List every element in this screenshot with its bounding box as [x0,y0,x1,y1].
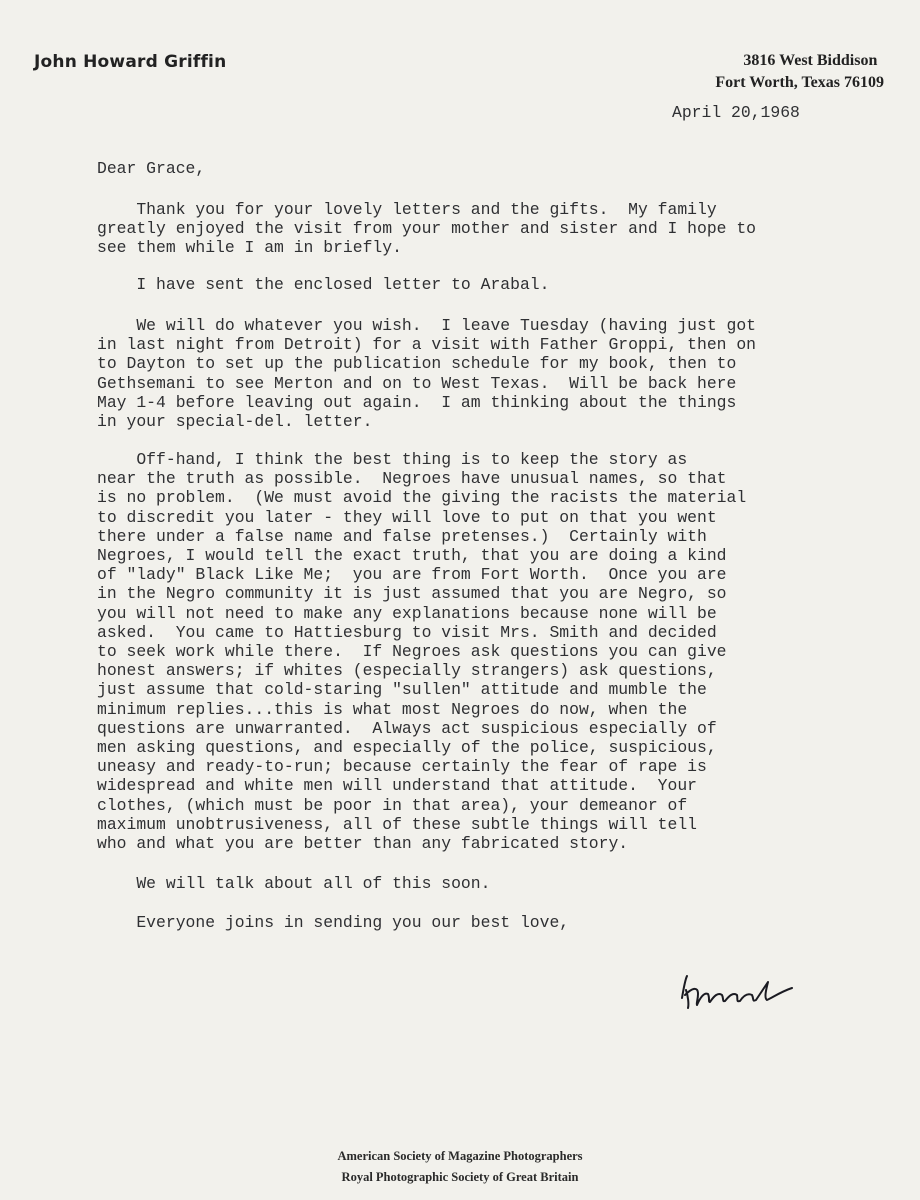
body-paragraph-talk-soon: We will talk about all of this soon. [97,874,491,893]
footer-affiliation-asmp: American Society of Magazine Photographers [337,1149,583,1163]
address-line-city: Fort Worth, Texas 76109 [715,74,884,91]
closing-line: Everyone joins in sending you our best love, [97,913,570,932]
address-line-street: 3816 West Biddison [743,52,878,69]
body-paragraph-enclosed: I have sent the enclosed letter to Arabal. [97,275,550,294]
handwritten-signature [672,968,802,1013]
sender-name: John Howard Griffin [34,52,227,72]
return-address [715,50,884,94]
body-paragraph-thanks: Thank you for your lovely letters and the gifts. My family greatly enjoyed the visit from your mother and sister and I hope to see them while I am in briefly. [97,200,757,258]
letter-date: April 20,1968 [672,103,800,122]
salutation: Dear Grace, [97,159,206,178]
body-paragraph-schedule: We will do whatever you wish. I leave Tuesday (having just got in last night from Detroit) for a visit with Father Groppi, then on to Dayton to set up the publication schedule for my book, then to Gethsemani to see Merton and on to West Texas. Will be back here May 1-4 before leaving out again. I am thinking about the things in your special-del. letter. [97,316,757,432]
footer-affiliation-rps: Royal Photographic Society of Great Britain [341,1170,579,1184]
body-paragraph-advice: Off-hand, I think the best thing is to keep the story as near the truth as possible. Negroes have unusual names, so that is no problem. (We must avoid the giving the racists the material to discredit you later - they will love to put on that you went there under a false name and false pretenses.) Certainly with Negroes, I would tell the exact truth, that you are doing a kind of "lady" Black Like Me; you are from Fort Worth. Once you are in the Negro community it is just assumed that you are Negro, so you will not need to make any explanations because none will be asked. You came to Hattiesburg to visit Mrs. Smith and decided to seek work while there. If Negroes ask questions you can give honest answers; if whites (especially strangers) ask questions, just assume that cold-staring "sullen" attitude and mumble the minimum replies...this is what most Negroes do now, when the questions are unwarranted. Always act suspicious especially of men asking questions, and especially of the police, suspicious, uneasy and ready-to-run; because certainly the fear of rape is widespread and white men will understand that attitude. Your clothes, (which must be poor in that area), your demeanor of maximum unobtrusiveness, all of these subtle things will tell who and what you are better than any fabricated story. [97,450,747,854]
